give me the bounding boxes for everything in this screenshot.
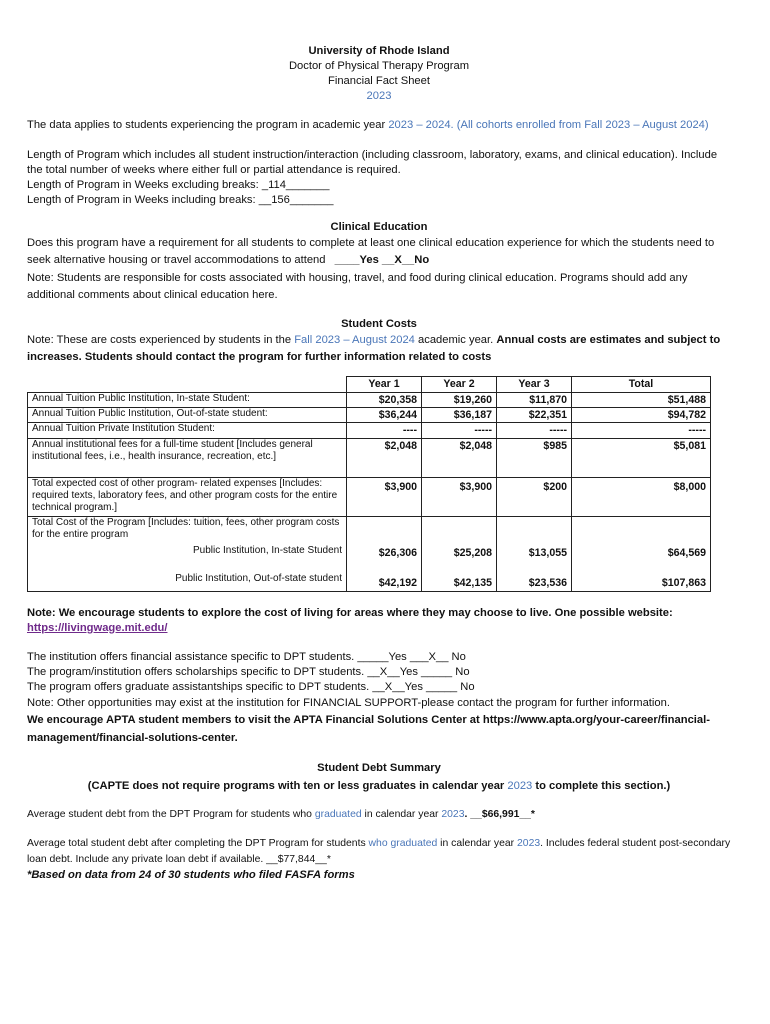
total-total-cell xyxy=(572,516,711,591)
row-value: $20,358 xyxy=(347,392,422,407)
length-description: Length of Program which includes all student instruction/interaction (including classroom, laboratory, exams, and clinical education). Include the total number of weeks where either full or partial attendance is required. xyxy=(27,148,718,176)
apta-note: We encourage APTA student members to visit the APTA Financial Solutions Center at https://www.apta.org/your-career/financial-management/financial-solutions-center. xyxy=(27,714,710,744)
living-link-line xyxy=(27,621,731,636)
row-value: $2,048 xyxy=(422,438,497,477)
costs-term: Fall 2023 – August 2024 xyxy=(294,333,415,346)
total-debt-line xyxy=(27,836,731,867)
total-instate-year1: $26,306 xyxy=(378,546,417,559)
table-corner xyxy=(28,377,347,392)
total-debt-year: 2023 xyxy=(517,838,541,850)
table-row xyxy=(28,392,711,407)
avg-debt-year: 2023 xyxy=(441,809,465,821)
total-instate-label: Public Institution, In-state Student xyxy=(193,544,342,556)
table-total-row xyxy=(28,516,711,591)
total-year2-cell xyxy=(422,516,497,591)
table-row xyxy=(28,477,711,516)
total-outstate-year2: $42,135 xyxy=(453,577,492,590)
capte-note xyxy=(27,779,731,794)
header-year-2: Year 2 xyxy=(422,377,497,392)
intro-text: The data applies to students experiencing the program in academic year xyxy=(27,119,389,132)
total-instate-year2: $25,208 xyxy=(453,546,492,559)
row-label: Annual Tuition Public Institution, Out-of-state student: xyxy=(28,407,347,422)
clinical-heading: Clinical Education xyxy=(330,220,428,233)
debt-heading: Student Debt Summary xyxy=(317,762,441,775)
row-label: Annual Tuition Public Institution, In-state Student: xyxy=(28,392,347,407)
row-value: ----- xyxy=(422,423,497,438)
row-value: $3,900 xyxy=(422,477,497,516)
fact-sheet-page xyxy=(27,44,731,883)
row-total: $8,000 xyxy=(572,477,711,516)
table-row xyxy=(28,438,711,477)
avg-debt-mid: in calendar year xyxy=(361,809,442,821)
row-value: $19,260 xyxy=(422,392,497,407)
scholarships-line: The program/institution offers scholarships specific to DPT students. __X__Yes _____ No xyxy=(27,665,470,678)
total-outstate-label: Public Institution, Out-of-state student xyxy=(175,572,342,584)
student-costs-heading: Student Costs xyxy=(341,317,417,330)
total-outstate-year3: $23,536 xyxy=(528,577,567,590)
table-row xyxy=(28,423,711,438)
row-total: $51,488 xyxy=(572,392,711,407)
assistance-note: Note: Other opportunities may exist at the institution for FINANCIAL SUPPORT-please contact the program for further information. xyxy=(27,697,670,710)
average-debt-line xyxy=(27,808,731,822)
total-year3-cell xyxy=(497,516,572,591)
intro-paragraph xyxy=(27,118,731,133)
costs-table xyxy=(27,376,711,591)
document-header xyxy=(27,44,731,104)
row-value: $200 xyxy=(497,477,572,516)
row-value: $11,870 xyxy=(497,392,572,407)
header-total: Total xyxy=(572,377,711,392)
total-cost-label: Total Cost of the Program [Includes: tuition, fees, other program costs for the entire program xyxy=(32,516,340,540)
academic-year: 2023 – 2024 xyxy=(388,119,451,132)
clinical-question-text: Does this program have a requirement for all students to complete at least one clinical education experience for which the students need to seek alternative housing or travel accommodations to attend xyxy=(27,237,715,267)
total-outstate-year1: $42,192 xyxy=(378,577,417,590)
total-debt-mid: in calendar year xyxy=(437,838,518,850)
capte-year: 2023 xyxy=(507,780,533,793)
table-header-row xyxy=(28,377,711,392)
costs-note-bold: Annual costs are estimates and subject to increases. Students should contact the program for further information related to costs xyxy=(27,333,721,363)
document-year: 2023 xyxy=(366,90,392,103)
capte-suffix: to complete this section.) xyxy=(532,780,671,793)
row-value: $36,244 xyxy=(347,407,422,422)
cohort-note: . (All cohorts enrolled from Fall 2023 – August 2024) xyxy=(450,119,709,132)
student-costs-note xyxy=(27,332,731,367)
avg-debt-graduated: graduated xyxy=(314,809,362,821)
capte-prefix: (CAPTE does not require programs with ten or less graduates in calendar year xyxy=(87,780,508,793)
total-cost-label-cell xyxy=(28,516,347,591)
total-debt-rest: . Includes federal student post-secondary loan debt. Include any private loan debt if available. __$77,844__* xyxy=(27,838,731,866)
row-value: ----- xyxy=(497,423,572,438)
total-debt-who: who graduated xyxy=(368,838,438,850)
assistantships-line: The program offers graduate assistantships specific to DPT students. __X__Yes _____ No xyxy=(27,680,475,693)
living-note: Note: We encourage students to explore the cost of living for areas where they may choose to live. One possible website: xyxy=(27,606,673,619)
row-value: $22,351 xyxy=(497,407,572,422)
row-value: $2,048 xyxy=(347,438,422,477)
program-name: Doctor of Physical Therapy Program xyxy=(288,60,470,73)
row-value: $3,900 xyxy=(347,477,422,516)
clinical-question xyxy=(27,235,731,270)
header-year-3: Year 3 xyxy=(497,377,572,392)
row-value: ---- xyxy=(347,423,422,438)
costs-note-mid: academic year. xyxy=(414,333,497,346)
length-including-breaks: Length of Program in Weeks including breaks: __156_______ xyxy=(27,193,334,206)
row-label: Annual Tuition Private Institution Student: xyxy=(28,423,347,438)
row-label: Annual institutional fees for a full-time student [Includes general institutional fees, i.e., health insurance, recreation, etc.] xyxy=(28,438,347,477)
total-instate-year3: $13,055 xyxy=(528,546,567,559)
table-row xyxy=(28,407,711,422)
row-value: $36,187 xyxy=(422,407,497,422)
header-year-1: Year 1 xyxy=(347,377,422,392)
total-debt-prefix: Average total student debt after completing the DPT Program for students xyxy=(27,838,369,850)
length-excluding-breaks: Length of Program in Weeks excluding breaks: _114_______ xyxy=(27,178,330,191)
row-label: Total expected cost of other program- related expenses [Includes: required texts, laboratory fees, and other program costs for the entire technical program.] xyxy=(28,477,347,516)
document-title: Financial Fact Sheet xyxy=(328,75,430,88)
financial-assistance-line: The institution offers financial assistance specific to DPT students. _____Yes ___X__ No xyxy=(27,650,466,663)
debt-footnote: *Based on data from 24 of 30 students who filed FASFA forms xyxy=(27,868,355,881)
avg-debt-value: . __$66,991__* xyxy=(464,809,535,821)
costs-note-prefix: Note: These are costs experienced by students in the xyxy=(27,333,295,346)
university-name: University of Rhode Island xyxy=(308,45,450,57)
total-instate-total: $64,569 xyxy=(667,546,706,559)
avg-debt-prefix: Average student debt from the DPT Program for students who xyxy=(27,809,315,821)
total-year1-cell xyxy=(347,516,422,591)
row-total: $5,081 xyxy=(572,438,711,477)
row-total: ----- xyxy=(572,423,711,438)
clinical-answer: ____Yes __X__No xyxy=(334,254,430,267)
row-total: $94,782 xyxy=(572,407,711,422)
clinical-note: Note: Students are responsible for costs associated with housing, travel, and food during clinical education. Programs should add any additional comments about clinical education here. xyxy=(27,271,688,302)
total-outstate-total: $107,863 xyxy=(661,577,706,590)
living-wage-link[interactable]: https://livingwage.mit.edu/ xyxy=(27,621,168,634)
row-value: $985 xyxy=(497,438,572,477)
